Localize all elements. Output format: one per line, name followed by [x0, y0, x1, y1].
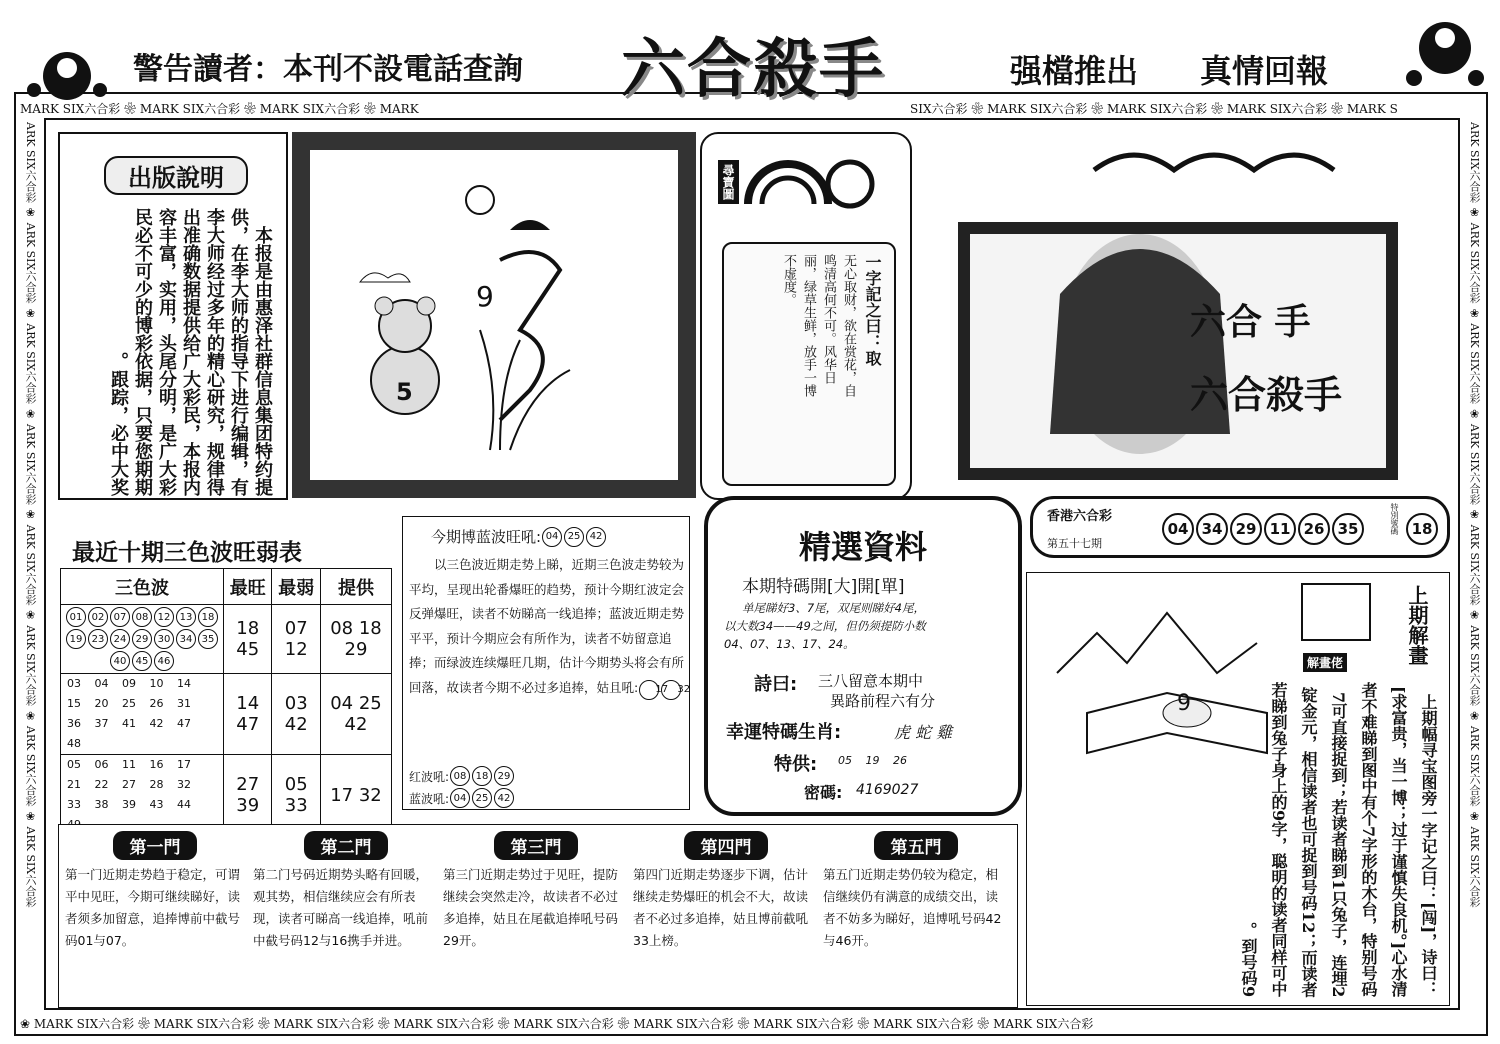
door-text: 第五门近期走势仍较为稳定，相信继续仍有满意的成绩交出，读者不妨多为睇好，追博吼号码42与46开。: [823, 867, 1002, 948]
poem-line2: 異路前程六有分: [830, 692, 936, 710]
red-ball: 07: [110, 607, 130, 627]
blue-wave-balls: [541, 525, 607, 548]
logo-title: 六合殺手: [621, 32, 885, 107]
min-cell: 03 42: [272, 674, 320, 755]
code-value: 4169027: [856, 782, 919, 798]
riddle-box: [1026, 572, 1450, 1006]
red-ball: 40: [110, 651, 130, 671]
blue-wave-text: 以三色波近期走势上睇，近期三色波走势较为平均，呈现出轮番爆旺的趋势，预计今期红波定会反弹爆旺，读者不妨睇高一线追捧；蓝波近期走势平平，预计今期应会有所作为，读者不妨留意追捧；而绿波连续爆旺几期，估计今期势头将会有所回落，故读者今期不必过多追捧，姑且吼:: [409, 557, 685, 695]
riddle-title: 上期解畫: [1405, 585, 1429, 665]
red-ball: 08: [132, 607, 152, 627]
results-box: [1030, 496, 1450, 558]
slogan-right: 真情回報: [1200, 52, 1329, 90]
supply-label: 特供:: [774, 754, 818, 775]
wave-table: [60, 568, 392, 836]
red-ball: 35: [198, 629, 218, 649]
door-2: [253, 831, 439, 952]
model-caption-bottom: 六合殺手: [1190, 372, 1343, 417]
blue-ball: 42: [494, 788, 514, 808]
give-cell: 17 32: [320, 755, 391, 836]
door-5: [823, 831, 1009, 952]
scroll-title: 一字記之曰：取: [863, 254, 882, 366]
max-cell: 27 39: [224, 755, 272, 836]
header-cell: 最弱: [272, 569, 320, 605]
supply-value: 05 19 26: [838, 754, 907, 767]
riddle-picture: [310, 150, 678, 480]
special-line2: 单尾睇好3、7尾，双尾则睇好4尾，: [742, 601, 925, 615]
riddle-tag: 解畫佬: [1303, 653, 1347, 672]
slogan-left: 强檔推出: [1010, 52, 1139, 90]
header-cell: 提供: [320, 569, 391, 605]
zodiac-label: 幸運特碼生肖:: [726, 722, 842, 743]
blue-wave-title: 今期博蓝波旺吼:: [431, 527, 542, 546]
red-ball: 19: [66, 629, 86, 649]
red-wave-row-balls: [449, 765, 515, 787]
code-label: 密碼:: [804, 783, 843, 802]
door-title: 第三門: [494, 831, 578, 860]
riddle-body: 上期幅寻宝图旁一字记之曰：[闯]，诗曰：[求富贵，当一博；过于谨慎失良机。]心水清者不难睇到图中有个7字形的木台，特别号码7可直接捉到；若读者睇到1只兔子，连埋2锭金元，相信读者也可捉到号码12；而读者若睇到兔子身上的9字，聪明的读者同样可中到号码9。: [1239, 681, 1438, 997]
blue-ball: 25: [564, 527, 584, 547]
special-box: [704, 496, 1022, 816]
rainbow-icon: [738, 144, 888, 224]
red-ball: 13: [176, 607, 196, 627]
red-ball: 18: [472, 766, 492, 786]
result-ball: 11: [1264, 513, 1296, 545]
tail-ball: 32: [661, 680, 681, 700]
red-ball: 30: [154, 629, 174, 649]
special-line4: 04、07、13、17、24。: [724, 637, 855, 651]
special-number-label: 特別號碼: [1390, 503, 1399, 535]
door-text: 第三门近期走势过于见旺，提防继续会突然走冷，故读者不必过多追捧，姑且在尾截追捧吼号码29开。: [443, 867, 619, 948]
red-ball: 29: [494, 766, 514, 786]
red-ball: 01: [66, 607, 86, 627]
door-1: [65, 831, 245, 952]
door-title: 第一門: [113, 831, 197, 860]
poem-line1: 三八留意本期中: [818, 672, 924, 690]
blue-ball: 04: [542, 527, 562, 547]
min-cell: 07 12: [272, 605, 320, 674]
picture-number-nine: 9: [476, 280, 494, 313]
riddle-blank: [1301, 583, 1371, 641]
banner-left: ARK SIX六合彩 ❀ ARK SIX六合彩 ❀ ARK SIX六合彩 ❀ ARK SIX六合彩 ❀ ARK SIX六合彩 ❀ ARK SIX六合彩 ❀ ARK SIX六合彩 ❀ ARK SIX六合彩: [24, 122, 37, 908]
red-ball: 18: [198, 607, 218, 627]
treasure-box: [700, 132, 912, 500]
blue-wave-body: [409, 553, 691, 701]
special-ball-wrap: [1405, 513, 1439, 545]
door-title: 第五門: [874, 831, 958, 860]
door-4: [633, 831, 819, 952]
result-ball: 35: [1332, 513, 1364, 545]
blue-wave-title-row: [431, 525, 607, 548]
give-cell: 04 25 42: [320, 674, 391, 755]
warning-text: 警告讀者：本刊不設電話查詢: [133, 52, 523, 87]
red-ball: 45: [132, 651, 152, 671]
blue-ball: 04: [450, 788, 470, 808]
blue-ball: 25: [472, 788, 492, 808]
blue-wave-row-balls: [449, 787, 515, 809]
door-title: 第四門: [684, 831, 768, 860]
header-cell: 三色波: [61, 569, 224, 605]
scroll-poem: 无心取财，欲在赏花，自鸣清高何不可。风华日丽，绿草生鲜，放手一博不虚度。: [781, 254, 856, 397]
result-ball: 29: [1230, 513, 1262, 545]
tail-ball: 17: [639, 680, 659, 700]
header-cell: 最旺: [224, 569, 272, 605]
give-cell: 08 18 29: [320, 605, 391, 674]
publication-box: [58, 132, 288, 500]
max-cell: 18 45: [224, 605, 272, 674]
red-ball: 46: [154, 651, 174, 671]
red-ball: 34: [176, 629, 196, 649]
banner-bottom: ❀ MARK SIX六合彩 ❀ MARK SIX六合彩 ❀ MARK SIX六合彩 ❀ MARK SIX六合彩 ❀ MARK SIX六合彩 ❀ MARK SIX六合彩 ❀ MARK SIX六合彩 ❀ MARK SIX六合彩 ❀ MARK SIX六合彩: [20, 1017, 1094, 1031]
red-ball: 29: [132, 629, 152, 649]
cloud-ornament: [1074, 130, 1374, 190]
max-cell: 14 47: [224, 674, 272, 755]
bear-number: 5: [396, 378, 413, 406]
door-3: [443, 831, 629, 952]
wave-table-title: 最近十期三色波旺弱表: [72, 539, 302, 566]
door-title: 第二門: [304, 831, 388, 860]
poem-label: 詩曰:: [754, 674, 798, 695]
doors-box: [58, 824, 1018, 1008]
blue-wave-tail-balls: [638, 680, 691, 695]
special-ball: 18: [1406, 513, 1438, 545]
blue-ball: 42: [586, 527, 606, 547]
publication-body: 本报是由惠泽社群信息集团特约提供，在李大师的指导下进行编辑，有李大师经过多年的精心研究，规律得出准确数据提供给广大彩民，本报内容丰富，实用，头尾分明，是广大彩民必不可少的博彩依据，只要您期期跟踪，必中大奖。: [108, 208, 273, 496]
special-title: 精選資料: [798, 528, 927, 566]
scroll-paper: [722, 242, 896, 486]
banner-top-left: MARK SIX六合彩 ❀ MARK SIX六合彩 ❀ MARK SIX六合彩 ❀ MARK: [20, 102, 419, 116]
banner-right: ARK SIX六合彩 ❀ ARK SIX六合彩 ❀ ARK SIX六合彩 ❀ ARK SIX六合彩 ❀ ARK SIX六合彩 ❀ ARK SIX六合彩 ❀ ARK SIX六合彩 ❀ ARK SIX六合彩: [1468, 122, 1481, 908]
red-ball: 12: [154, 607, 174, 627]
results-balls: [1161, 513, 1365, 545]
green-wave-numbers: 05 06 11 16 17 21 22 27 28 32 33 38 39 43 44: [61, 755, 224, 836]
red-ball: 08: [450, 766, 470, 786]
red-ball: 24: [110, 629, 130, 649]
door-text: 第二门号码近期势头略有回暖，观其势，相信继续应会有所表现，读者可睇高一线追捧，吼前中截号码12与16携手并进。: [253, 867, 429, 948]
door-text: 第四门近期走势逐步下调，估计继续走势爆旺的机会不大，故读者不必过多追捧，姑且博前截吼33上榜。: [633, 867, 809, 948]
corner-ornament-icon: [1400, 8, 1490, 98]
red-wave-row: [409, 765, 515, 787]
result-ball: 04: [1162, 513, 1194, 545]
red-ball: 23: [88, 629, 108, 649]
banner-top-right: SIX六合彩 ❀ MARK SIX六合彩 ❀ MARK SIX六合彩 ❀ MARK SIX六合彩 ❀ MARK S: [910, 102, 1398, 116]
blue-wave-box: [402, 516, 690, 810]
result-ball: 34: [1196, 513, 1228, 545]
zodiac-value: 虎 蛇 雞: [894, 723, 953, 742]
blue-wave-numbers: 03 04 09 10 14 15 20 25 26 31 36 37 41 42 47 48: [61, 674, 224, 755]
publication-title: 出版說明: [104, 156, 248, 195]
special-line3: 以大数34——49之间，但仍须提防小数: [724, 619, 926, 633]
result-ball: 26: [1298, 513, 1330, 545]
treasure-label: 尋寶圖: [718, 160, 739, 204]
red-wave-label: 红波吼:: [409, 769, 450, 784]
results-issue: 第五十七期: [1047, 537, 1102, 550]
model-caption-top: 六合 手: [1190, 301, 1311, 343]
results-title: 香港六合彩: [1047, 509, 1113, 524]
blue-wave-label: 蓝波吼:: [409, 791, 450, 806]
red-ball: 02: [88, 607, 108, 627]
blue-wave-row: [409, 787, 515, 809]
model-photo: [958, 222, 1398, 480]
door-text: 第一门近期走势趋于稳定，可谓平中见旺，今期可继续睇好，读者须多加留意，追捧博前中截号码01与07。: [65, 867, 241, 948]
special-line1: 本期特碼開[大]開[單]: [742, 577, 905, 597]
rabbit-number: 9: [1177, 691, 1191, 716]
min-cell: 05 33: [272, 755, 320, 836]
model-box: [914, 130, 1456, 492]
picture-frame: [292, 132, 696, 498]
red-wave-balls: [61, 605, 224, 674]
